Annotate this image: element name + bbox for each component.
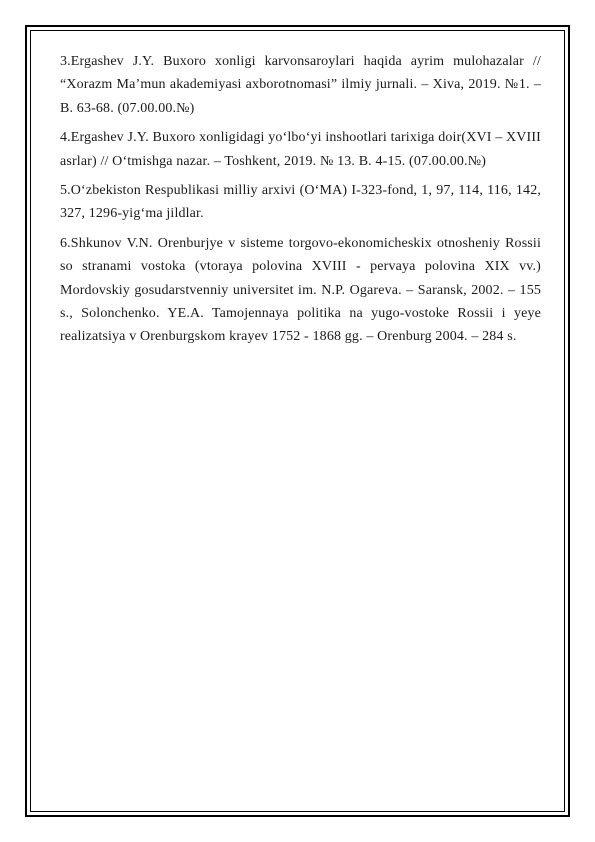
reference-item-5: 5.O‘zbekiston Respublikasi milliy arxivi (O‘MA) I-323-fond, 1, 97, 114, 116, 142, 327, 1296-yig‘ma jildlar. [60, 183, 541, 222]
reference-item-4: 4.Ergashev J.Y. Buxoro xonligidagi yo‘lbo‘yi inshootlari tarixiga doir(XVI – XVIII asrlar) // O‘tmishga nazar. – Toshkent, 2019. № 13. B. 4-15. (07.00.00.№) [60, 130, 541, 169]
reference-item-3: 3.Ergashev J.Y. Buxoro xonligi karvonsaroylari haqida ayrim mulohazalar // “Xorazm Ma’mun akademiyasi axborotnomasi” ilmiy jurnali. – Xiva, 2019. №1. –B. 63-68. (07.00.00.№) [60, 54, 541, 116]
reference-list [60, 50, 541, 355]
reference-item-6: 6.Shkunov V.N. Orenburjye v sisteme torgovo-ekonomicheskix otnosheniy Rossii so stranami vostoka (vtoraya polovina XVIII - pervaya polovina XIX vv.) Mordovskiy gosudarstvenniy universitet im. N.P. Ogareva. – Saransk, 2002. – 155 s., Solonchenko. YE.A. Tamojennaya politika na yugo-vostoke Rossii i yeye realizatsiya v Orenburgskom krayev 1752 - 1868 gg. – Orenburg 2004. – 284 s. [60, 235, 541, 345]
